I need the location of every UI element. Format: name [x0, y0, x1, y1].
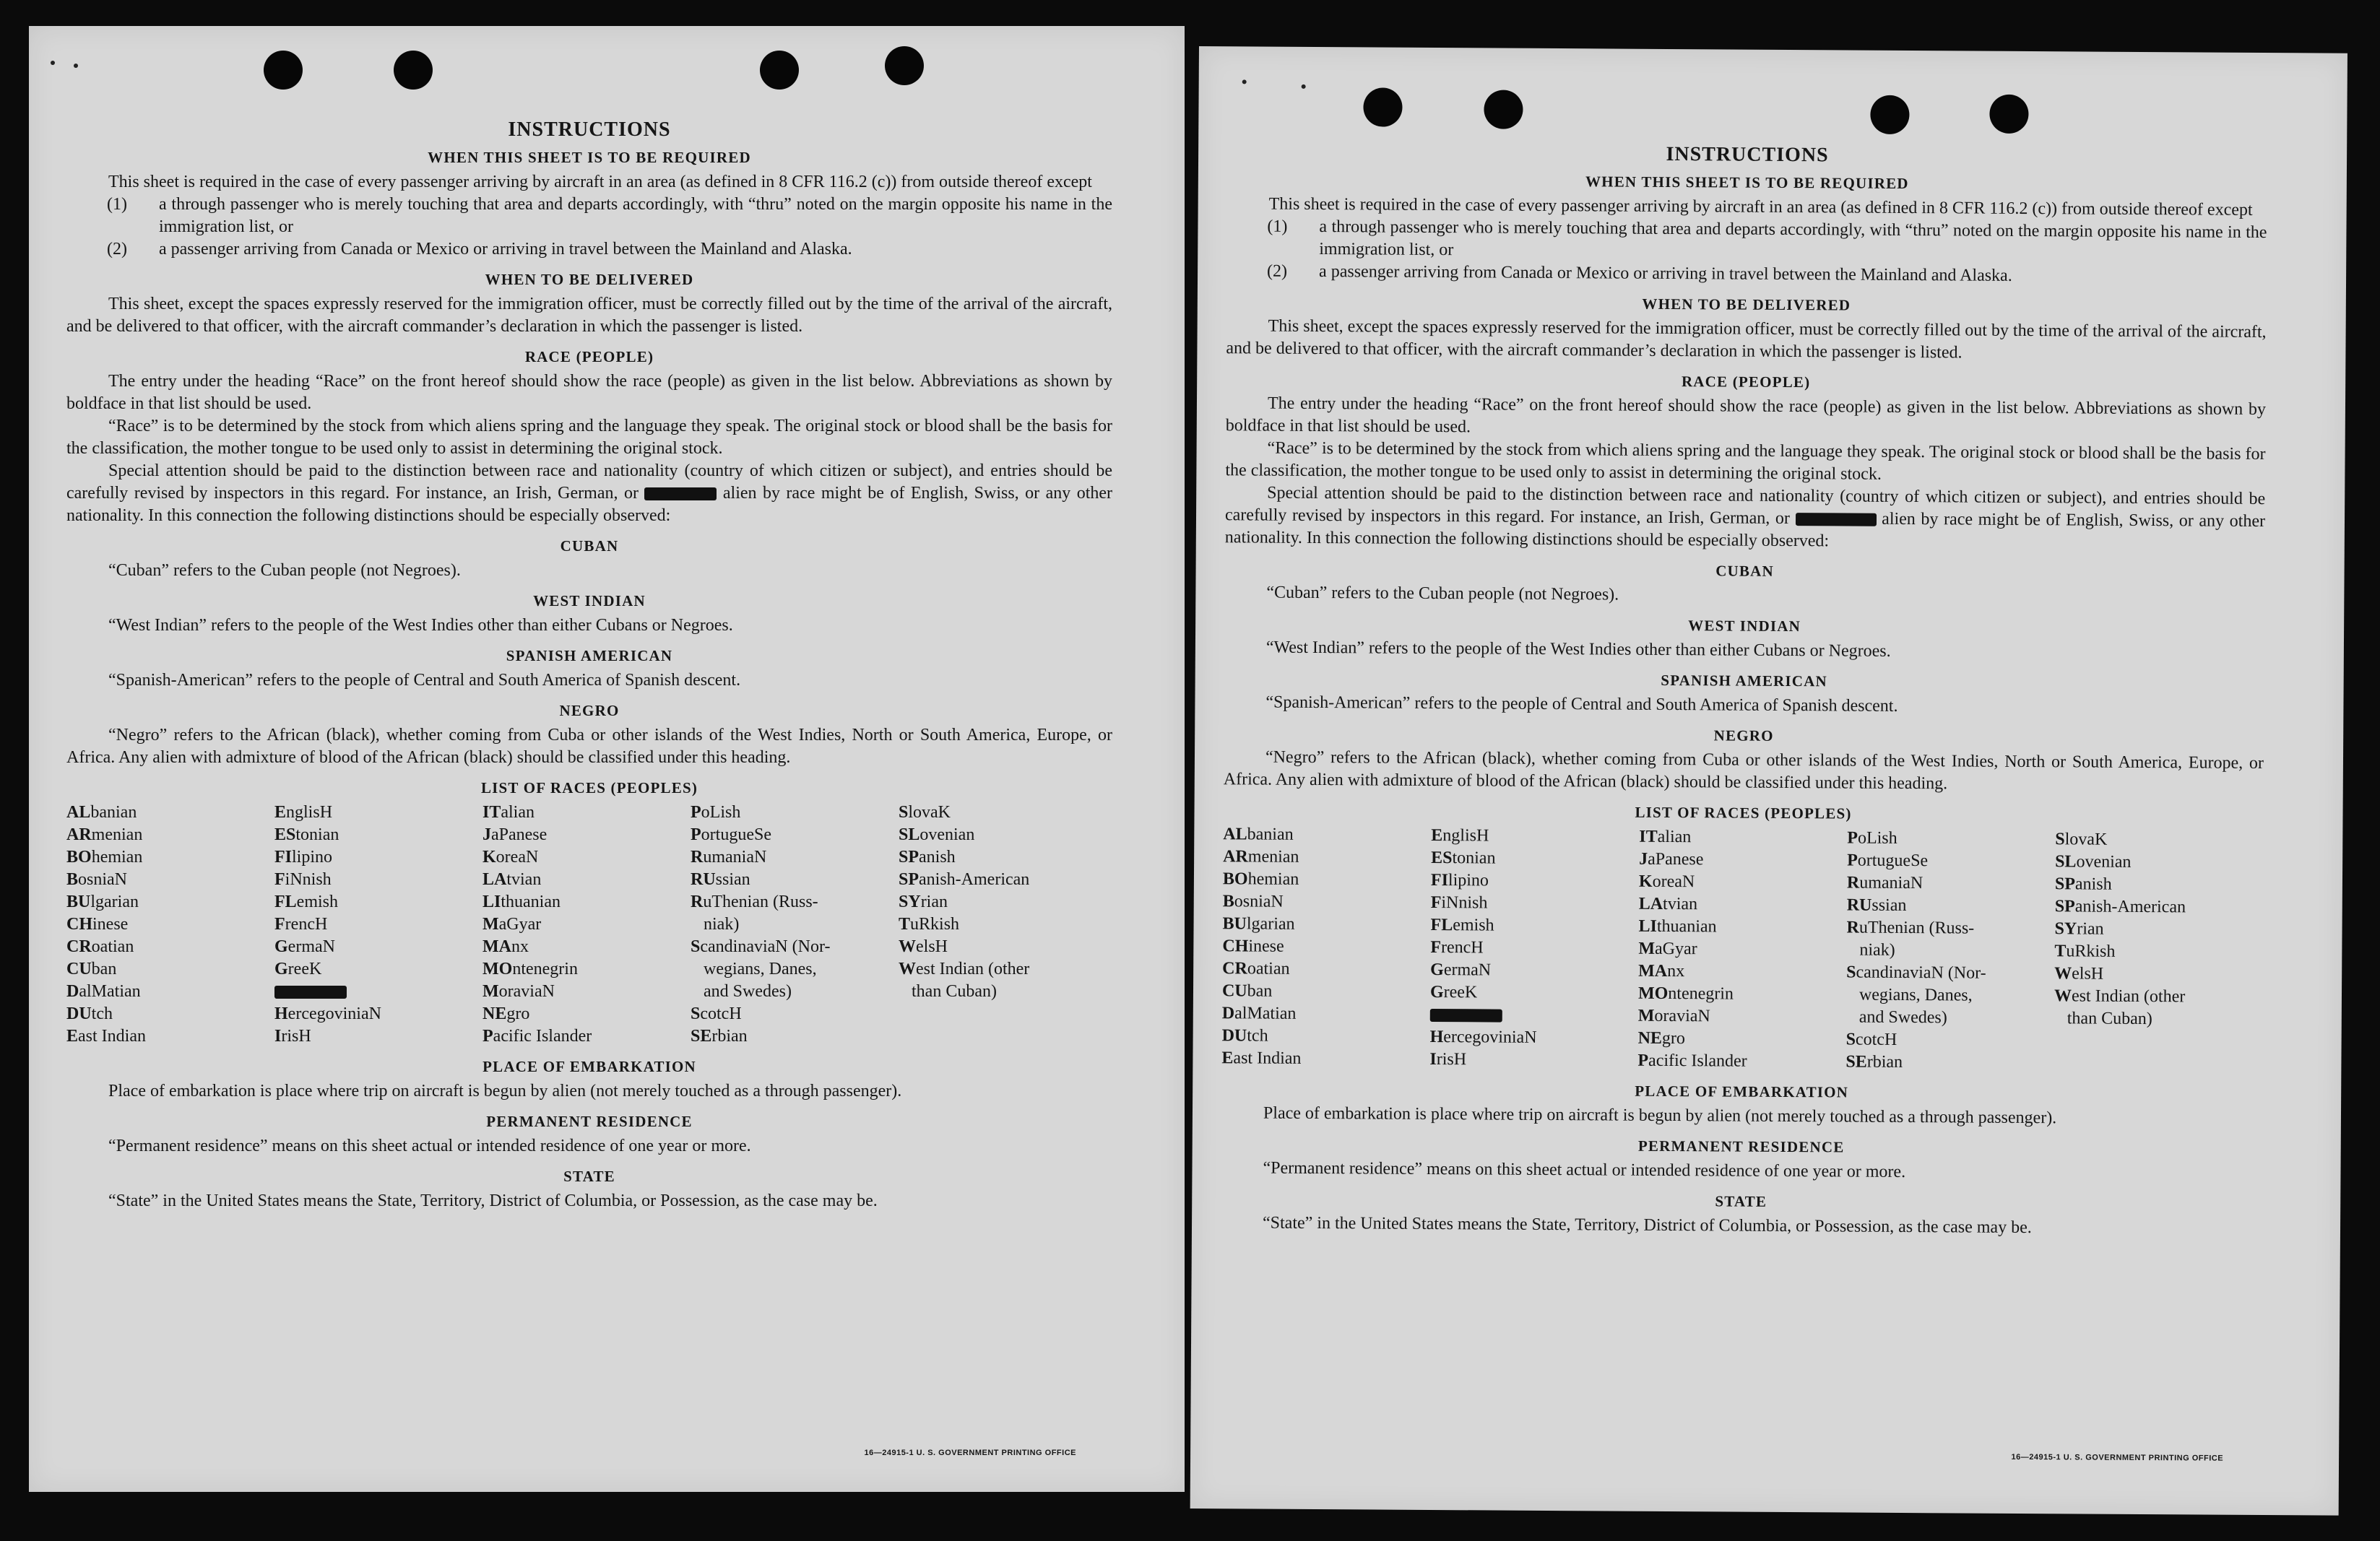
printer-code: 16—24915-1 U. S. GOVERNMENT PRINTING OFFICE [2011, 1452, 2224, 1463]
item-text: a passenger arriving from Canada or Mexico or arriving in travel between the Mainland and Alaska. [1319, 262, 2012, 285]
race-entry: and Swedes) [1858, 1007, 1947, 1028]
section-heading: NEGRO [1713, 726, 1774, 745]
race-entry: East Indian [1221, 1049, 1302, 1068]
race-column [2054, 828, 2263, 1076]
race-entry: ALbanian [1223, 825, 1294, 844]
race-entry: MaGyar [483, 915, 542, 934]
paragraph: The entry under the heading “Race” on the front hereof should show the race (people) as given in the list below. Abbreviations as shown by boldface in that list should be used. [1225, 394, 2267, 437]
paragraph-part: Special attention should be paid to the distinction between race and nationality (country of which citizen or subject), and entries should be carefully revised by inspectors in this regard. For instance, an Irish, German, or [66, 461, 1112, 503]
race-entry: ScandinaviaN (Nor- [1846, 963, 1986, 983]
redaction-mark [644, 487, 717, 500]
section-heading: NEGRO [559, 702, 620, 719]
race-entry: WelsH [899, 937, 948, 956]
list-item [1226, 215, 2267, 266]
item-text: a passenger arriving from Canada or Mexico or arriving in travel between the Mainland and Alaska. [159, 240, 852, 259]
race-entry: BosniaN [66, 870, 128, 889]
race-entry [899, 1003, 1112, 1025]
section-heading: CUBAN [1715, 562, 1774, 580]
section-heading: STATE [1715, 1192, 1767, 1210]
race-column [1845, 828, 2055, 1075]
speck [1302, 84, 1306, 89]
race-entry: IrisH [274, 1027, 311, 1046]
section-heading: RACE (PEOPLE) [524, 348, 654, 365]
section-heading: WHEN THIS SHEET IS TO BE REQUIRED [1585, 173, 1909, 193]
punch-hole [1363, 87, 1402, 126]
race-entry: DUtch [66, 1004, 113, 1023]
paragraph: “State” in the United States means the State, Territory, District of Columbia, or Possession, as the case may be. [108, 1191, 878, 1210]
item-number: (2) [107, 240, 127, 259]
race-entry: LAtvian [1638, 894, 1698, 914]
race-entry [2054, 1030, 2262, 1054]
race-entry: FLemish [1430, 915, 1494, 935]
race-column [691, 802, 899, 1048]
paragraph [1225, 482, 2266, 555]
section-heading: WHEN THIS SHEET IS TO BE REQUIRED [428, 149, 751, 166]
paragraph [66, 460, 1112, 527]
instructions-body [1221, 140, 2267, 1241]
race-entry: RumaniaN [691, 848, 767, 867]
race-entry: MoraviaN [483, 982, 555, 1001]
race-entry: IrisH [1429, 1049, 1467, 1069]
race-entry: KoreaN [1638, 872, 1695, 892]
race-entry: ARmenian [1223, 847, 1299, 867]
race-entry: niak) [1859, 940, 1895, 960]
race-entry: RumaniaN [1846, 873, 1924, 893]
race-entry: SPanish [2054, 874, 2112, 894]
race-entry: ARmenian [66, 825, 143, 844]
race-entry: CRoatian [1222, 959, 1290, 978]
race-entry: BUlgarian [1222, 914, 1295, 934]
section-heading: PLACE OF EMBARKATION [1635, 1082, 1849, 1101]
race-entry: SPanish-American [2054, 897, 2186, 917]
race-entry: GreeK [274, 960, 322, 978]
race-entry: FIlipino [274, 848, 333, 867]
race-entry: HercegoviniaN [274, 1004, 381, 1023]
race-entry: CUban [1221, 981, 1273, 1001]
race-entry: PoLish [1847, 828, 1897, 848]
race-entry: NEgro [1637, 1028, 1686, 1049]
race-entry: SYrian [2054, 919, 2104, 939]
section-heading: PERMANENT RESIDENCE [486, 1113, 693, 1130]
race-entry: LIthuanian [483, 893, 561, 911]
race-entry: MOntenegrin [483, 960, 578, 978]
race-entry: LIthuanian [1638, 916, 1717, 937]
race-column [66, 802, 274, 1048]
race-entry: EStonian [1431, 848, 1496, 868]
race-list [66, 802, 1112, 1048]
item-number: (1) [107, 195, 127, 214]
section-heading: PERMANENT RESIDENCE [1637, 1137, 1845, 1156]
race-entry: TuRkish [2054, 942, 2116, 961]
punch-hole [760, 51, 799, 90]
list-item [66, 194, 1112, 238]
document-page-left [29, 26, 1185, 1492]
section-heading: WEST INDIAN [1688, 617, 1801, 635]
paragraph: “State” in the United States means the State, Territory, District of Columbia, or Possession, as the case may be. [1262, 1213, 2032, 1238]
race-entry [1430, 1004, 1638, 1028]
paragraph: Place of embarkation is place where trip on aircraft is begun by alien (not merely touched as a through passenger). [1263, 1103, 2057, 1128]
paragraph: This sheet is required in the case of every passenger arriving by aircraft in an area (as defined in 8 CFR 116.2 (c)) from outside thereof except [108, 173, 1092, 191]
section-heading: STATE [563, 1168, 615, 1185]
race-entry: GermaN [274, 937, 335, 956]
race-entry: RUssian [1846, 895, 1907, 916]
punch-hole [264, 51, 303, 90]
race-column [274, 802, 483, 1048]
section-heading: LIST OF RACES (PEOPLES) [1635, 803, 1852, 822]
race-entry: HercegoviniaN [1429, 1027, 1537, 1047]
document-page-right [1190, 46, 2347, 1516]
paragraph: The entry under the heading “Race” on the front hereof should show the race (people) as given in the list below. Abbreviations as shown by boldface in that list should be used. [66, 372, 1112, 413]
race-entry: CUban [66, 960, 117, 978]
section-heading: WHEN TO BE DELIVERED [485, 271, 694, 288]
race-entry: EnglisH [274, 803, 333, 822]
race-entry: and Swedes) [704, 982, 792, 1001]
section-heading: SPANISH AMERICAN [506, 647, 673, 664]
paragraph: “Spanish-American” refers to the people of Central and South America of Spanish descent. [1265, 693, 1898, 716]
item-text: a through passenger who is merely touching that area and departs accordingly, with “thru” noted on the margin opposite his name in the immigration list, or [159, 195, 1112, 236]
speck [1242, 79, 1247, 84]
race-entry: SPanish-American [899, 870, 1030, 889]
race-entry: EStonian [274, 825, 339, 844]
paragraph-part: Special attention should be paid to the distinction between race and nationality (country of which citizen or subject), and entries should be carefully revised by inspectors in this regard. For instance, an Irish, German, or [1224, 483, 2266, 529]
instructions-body [66, 118, 1112, 1212]
race-entry: MaGyar [1638, 939, 1697, 959]
race-entry: SYrian [899, 893, 948, 911]
race-entry [899, 1025, 1112, 1048]
race-column [899, 802, 1112, 1048]
race-entry: FLemish [274, 893, 338, 911]
race-entry: SlovaK [2055, 830, 2108, 849]
race-entry: EnglisH [1431, 825, 1489, 846]
race-entry [2054, 1052, 2262, 1076]
paragraph: “Negro” refers to the African (black), whether coming from Cuba or other islands of the West Indies, North or South America, Europe, or Africa. Any alien with admixture of blood of the African (black) should be classified under this heading. [66, 726, 1112, 767]
race-entry: RuThenian (Russ- [1846, 918, 1975, 938]
race-entry: SlovaK [899, 803, 951, 822]
race-column [1637, 826, 1847, 1074]
race-entry: RuThenian (Russ- [691, 893, 818, 911]
redaction-mark [274, 986, 347, 999]
section-heading: RACE (PEOPLE) [1681, 373, 1811, 391]
race-entry: PortugueSe [1847, 851, 1929, 871]
paragraph: “West Indian” refers to the people of the West Indies other than either Cubans or Negroes. [1265, 638, 1891, 661]
race-entry [274, 981, 483, 1003]
race-entry: BosniaN [1222, 892, 1284, 911]
punch-hole [1989, 95, 2028, 134]
race-entry: PortugueSe [691, 825, 771, 844]
race-entry: MoraviaN [1637, 1006, 1710, 1026]
section-heading: SPANISH AMERICAN [1661, 671, 1828, 690]
section-heading: LIST OF RACES (PEOPLES) [480, 779, 698, 796]
printer-code: 16—24915-1 U. S. GOVERNMENT PRINTING OFFICE [864, 1449, 1076, 1457]
punch-hole [1870, 95, 1909, 134]
race-entry: NEgro [483, 1004, 530, 1023]
section-heading: PLACE OF EMBARKATION [483, 1058, 696, 1075]
race-entry: ITalian [1639, 827, 1692, 847]
race-entry: niak) [704, 915, 740, 934]
race-entry: FIlipino [1430, 870, 1489, 890]
paragraph: “Permanent residence” means on this sheet actual or intended residence of one year or more. [108, 1137, 751, 1155]
race-entry: TuRkish [899, 915, 960, 934]
list-item [66, 238, 1112, 261]
item-number: (2) [1267, 261, 1288, 281]
section-heading: WHEN TO BE DELIVERED [1642, 295, 1851, 314]
race-entry: KoreaN [483, 848, 539, 867]
race-entry: Pacific Islander [483, 1027, 592, 1046]
section-heading: CUBAN [560, 537, 619, 555]
race-entry: West Indian (other [899, 960, 1030, 978]
race-entry: FiNnish [1430, 893, 1488, 913]
race-entry: than Cuban) [912, 982, 997, 1001]
paragraph: “Permanent residence” means on this sheet actual or intended residence of one year or more. [1263, 1158, 1906, 1182]
race-entry: FrencH [274, 915, 328, 934]
race-entry: Pacific Islander [1637, 1051, 1747, 1071]
race-entry: MAnx [483, 937, 529, 956]
race-entry: West Indian (other [2054, 986, 2186, 1007]
race-entry: than Cuban) [2067, 1009, 2152, 1029]
race-entry: BOhemian [1222, 869, 1299, 889]
race-entry: FiNnish [274, 870, 332, 889]
paragraph: “Spanish-American” refers to the people of Central and South America of Spanish descent. [108, 671, 741, 690]
race-column [483, 802, 691, 1048]
page-title: INSTRUCTIONS [508, 118, 671, 141]
race-entry: ALbanian [66, 803, 137, 822]
race-entry: CHinese [1222, 937, 1284, 956]
paragraph: “Negro” refers to the African (black), whether coming from Cuba or other islands of the West Indies, North or South America, Europe, or Africa. Any alien with admixture of blood of the African (black) should be classified under this heading. [1223, 747, 2264, 794]
paragraph: Place of embarkation is place where trip on aircraft is begun by alien (not merely touched as a through passenger). [108, 1082, 902, 1101]
race-entry: DalMatian [1221, 1004, 1297, 1023]
race-entry: SPanish [899, 848, 956, 867]
item-text: a through passenger who is merely touching that area and departs accordingly, with “thru” noted on the margin opposite his name in the immigration list, or [1319, 217, 2267, 260]
redaction-mark [1430, 1009, 1502, 1023]
race-entry: East Indian [66, 1027, 146, 1046]
race-entry: MOntenegrin [1637, 984, 1734, 1004]
punch-hole [1484, 90, 1523, 129]
paragraph: This sheet, except the spaces expressly reserved for the immigration officer, must be correctly filled out by the time of the arrival of the aircraft, and be delivered to that officer, with the aircraft commander’s declaration in which the passenger is listed. [1226, 316, 2267, 363]
page-title: INSTRUCTIONS [1666, 142, 1829, 167]
paragraph: This sheet, except the spaces expressly reserved for the immigration officer, must be correctly filled out by the time of the arrival of the aircraft, and be delivered to that officer, with the aircraft commander’s declaration in which the passenger is listed. [66, 295, 1112, 336]
redaction-mark [1796, 513, 1877, 527]
race-entry: MAnx [1638, 961, 1685, 981]
speck [74, 64, 78, 68]
paragraph: This sheet is required in the case of every passenger arriving by aircraft in an area (as defined in 8 CFR 116.2 (c)) from outside thereof except [1268, 194, 2253, 220]
race-entry: DalMatian [66, 982, 141, 1001]
race-entry: JaPanese [483, 825, 548, 844]
race-entry: ITalian [483, 803, 535, 822]
paragraph: “Cuban” refers to the Cuban people (not Negroes). [108, 561, 461, 580]
race-entry: SLovenian [899, 825, 975, 844]
race-entry: DUtch [1221, 1026, 1268, 1046]
punch-hole [394, 51, 433, 90]
race-entry: CHinese [66, 915, 129, 934]
race-entry: CRoatian [66, 937, 134, 956]
race-column [1429, 825, 1639, 1072]
race-entry: RUssian [691, 870, 750, 889]
race-entry: ScandinaviaN (Nor- [691, 937, 831, 956]
section-heading: WEST INDIAN [533, 592, 646, 609]
paragraph: “Cuban” refers to the Cuban people (not Negroes). [1266, 583, 1619, 604]
race-entry: ScotcH [1845, 1030, 1897, 1049]
paragraph: “Race” is to be determined by the stock from which aliens spring and the language they speak. The original stock or blood shall be the basis for the classification, the mother tongue to be used only to assist in determining the original stock. [66, 417, 1112, 458]
race-entry: FrencH [1430, 937, 1484, 958]
punch-hole [885, 46, 924, 85]
race-column [1221, 823, 1431, 1071]
race-entry: BUlgarian [66, 893, 139, 911]
race-entry: BOhemian [66, 848, 143, 867]
paragraph-part: alien by race might be of English, Swiss, or any other nationality. In this connection the following distinctions should be especially observed: [1224, 509, 2266, 551]
race-list [1221, 823, 2263, 1076]
race-entry: GermaN [1430, 960, 1492, 980]
race-entry: SErbian [1845, 1052, 1903, 1072]
item-number: (1) [1267, 217, 1288, 236]
race-entry: GreeK [1429, 982, 1478, 1002]
race-entry: SLovenian [2055, 852, 2132, 872]
race-entry: LAtvian [483, 870, 542, 889]
race-entry: JaPanese [1639, 849, 1704, 869]
paragraph: “West Indian” refers to the people of the West Indies other than either Cubans or Negroes. [108, 616, 733, 635]
speck [51, 61, 55, 65]
race-entry: ScotcH [691, 1004, 742, 1023]
paragraph-part: alien by race might be of English, Swiss, or any other nationality. In this connection the following distinctions should be especially observed: [66, 484, 1113, 525]
paragraph: “Race” is to be determined by the stock from which aliens spring and the language they speak. The original stock or blood shall be the basis for the classification, the mother tongue to be used only to assist in determining the original stock. [1225, 438, 2266, 484]
race-entry: wegians, Danes, [704, 960, 817, 978]
race-entry: WelsH [2054, 964, 2104, 984]
race-entry: PoLish [691, 803, 741, 822]
race-entry: SErbian [691, 1027, 748, 1046]
race-entry: wegians, Danes, [1858, 985, 1973, 1005]
